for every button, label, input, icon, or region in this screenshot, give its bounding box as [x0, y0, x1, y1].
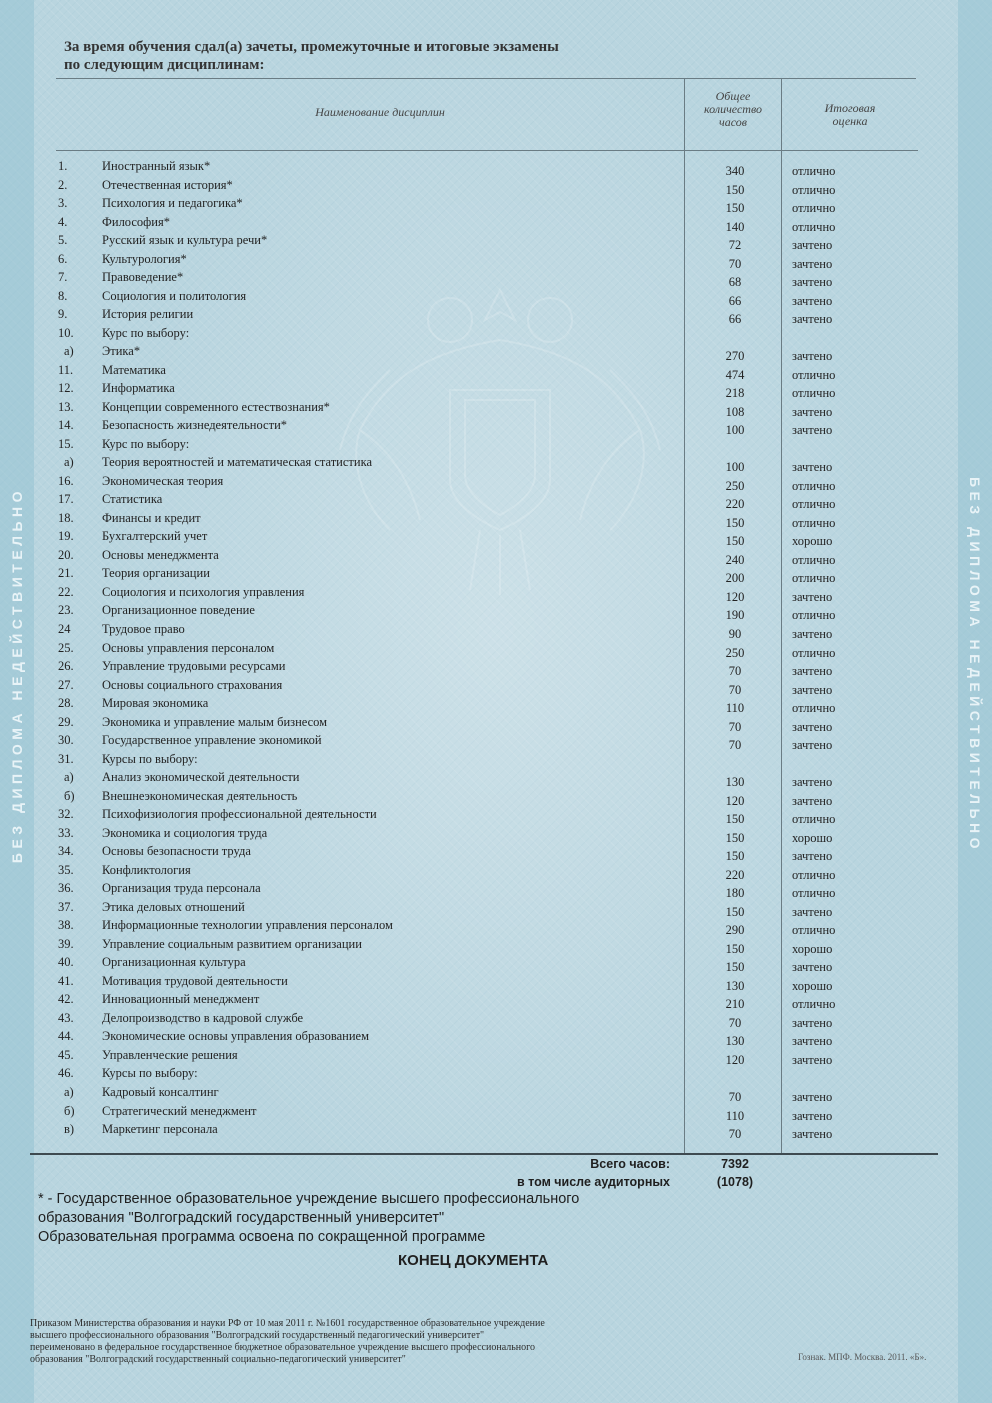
discipline-name: Курсы по выбору:: [102, 751, 198, 766]
table-row: [0, 361, 940, 382]
table-row: [0, 731, 940, 753]
table-row: [0, 472, 940, 493]
row-number: 46.: [58, 1066, 74, 1081]
discipline-grade: отлично: [792, 182, 836, 197]
row-number: 37.: [58, 899, 74, 914]
heading-line-2: по следующим дисциплинам:: [64, 57, 265, 73]
discipline-hours: 130: [725, 775, 745, 790]
discipline-hours: 66: [728, 312, 742, 327]
discipline-hours: 150: [725, 960, 745, 975]
discipline-grade: зачтено: [792, 1034, 833, 1049]
discipline-grade: отлично: [792, 997, 836, 1012]
discipline-hours: 68: [728, 275, 742, 290]
discipline-name: Правоведение*: [102, 270, 184, 285]
discipline-hours: 150: [725, 182, 745, 197]
discipline-grade: отлично: [792, 497, 836, 512]
discipline-name: Мировая экономика: [102, 696, 209, 711]
discipline-grade: отлично: [792, 219, 836, 234]
discipline-grade: отлично: [792, 367, 836, 382]
discipline-name: Трудовое право: [102, 622, 185, 636]
order-text-line-1: Приказом Министерства образования и науки РФ от 10 мая 2011 г. №1601 государственное образовательное учреждение: [30, 1318, 545, 1329]
table-row: [0, 657, 940, 679]
discipline-grade: отлично: [792, 923, 836, 938]
discipline-grade: отлично: [792, 201, 836, 216]
row-number: а): [64, 455, 74, 470]
table-row: [0, 787, 940, 808]
discipline-name: Русский язык и культура речи*: [102, 233, 268, 248]
discipline-hours: 72: [728, 238, 742, 253]
auditory-hours-value: (1078): [716, 1175, 754, 1189]
discipline-name: Психофизиология профессиональной деятельности: [102, 807, 377, 822]
discipline-hours: 120: [725, 1052, 745, 1067]
header-total-hours: [688, 90, 778, 129]
discipline-name: Этика деловых отношений: [102, 899, 245, 914]
discipline-grade: отлично: [792, 386, 836, 401]
discipline-name: Основы безопасности труда: [102, 844, 251, 859]
row-number: 35.: [58, 862, 74, 877]
discipline-grade: отлично: [792, 867, 836, 882]
row-number: 23.: [58, 603, 74, 618]
discipline-name: Управленческие решения: [102, 1047, 238, 1062]
row-number: 7.: [58, 270, 68, 285]
table-row: [0, 750, 940, 768]
discipline-hours: 70: [728, 738, 742, 753]
row-number: 18.: [58, 510, 74, 525]
table-row: [0, 324, 940, 342]
discipline-grade: отлично: [792, 608, 836, 623]
auditory-hours-label: в том числе аудиторных: [516, 1175, 670, 1189]
discipline-hours: 70: [728, 1015, 742, 1030]
table-row: [0, 416, 940, 438]
table-row: [0, 1083, 940, 1104]
discipline-name: Организационное поведение: [102, 603, 255, 618]
discipline-hours: 120: [725, 793, 745, 808]
table-row: [0, 842, 940, 864]
table-row: [0, 620, 940, 641]
row-number: 20.: [58, 547, 74, 562]
discipline-name: Курсы по выбору:: [102, 1066, 198, 1081]
row-number: 28.: [58, 696, 74, 711]
discipline-name: Информатика: [102, 381, 175, 396]
row-number: а): [64, 344, 74, 359]
row-number: 1.: [58, 159, 68, 173]
discipline-hours: 70: [728, 719, 742, 734]
heading-line-1: За время обучения сдал(а) зачеты, промежуточные и итоговые экзамены: [64, 39, 559, 55]
discipline-grade: отлично: [792, 515, 836, 530]
discipline-hours: 70: [728, 1090, 742, 1104]
table-row: [0, 546, 940, 567]
discipline-name: Финансы и кредит: [102, 510, 201, 525]
row-number: 36.: [58, 881, 74, 896]
discipline-name: Иностранный язык*: [102, 159, 211, 173]
discipline-hours: 150: [725, 201, 745, 216]
discipline-grade: отлично: [792, 645, 836, 660]
table-row: [0, 398, 940, 419]
discipline-name: Инновационный менеджмент: [102, 992, 260, 1007]
table-row: [0, 213, 940, 234]
table-bottom-rule: [30, 1153, 938, 1155]
row-number: 42.: [58, 992, 74, 1007]
row-number: 11.: [58, 362, 74, 377]
discipline-grade: зачтено: [792, 793, 833, 808]
row-number: 32.: [58, 807, 74, 822]
discipline-name: Кадровый консалтинг: [102, 1085, 219, 1099]
table-row: [0, 935, 940, 956]
row-number: 29.: [58, 714, 74, 729]
row-number: в): [64, 1122, 75, 1137]
table-header-rule: [56, 150, 918, 151]
discipline-hours: 70: [728, 682, 742, 697]
discipline-grade: зачтено: [792, 775, 833, 790]
header-hours-line-3: часов: [719, 115, 747, 129]
row-number: 16.: [58, 473, 74, 488]
printer-imprint: Гознак. МПФ. Москва. 2011. «Б».: [798, 1352, 927, 1362]
row-number: 13.: [58, 399, 74, 414]
header-hours-line-1: Общее: [715, 89, 751, 103]
header-discipline-name: Наименование дисциплин: [315, 105, 445, 119]
discipline-grade: зачтено: [792, 275, 833, 290]
table-row: [0, 583, 940, 604]
discipline-grade: зачтено: [792, 1090, 833, 1104]
discipline-hours: 130: [725, 978, 745, 993]
discipline-name: Внешнеэкономическая деятельность: [102, 788, 298, 803]
row-number: 24: [58, 622, 71, 636]
discipline-grade: зачтено: [792, 256, 833, 271]
discipline-name: История религии: [102, 307, 194, 322]
discipline-hours: 220: [725, 497, 745, 512]
discipline-grade: зачтено: [792, 904, 833, 919]
table-row: [0, 453, 940, 475]
discipline-name: Математика: [102, 362, 166, 377]
discipline-name: Культурология*: [102, 251, 187, 266]
discipline-name: Концепции современного естествознания*: [102, 399, 330, 414]
row-number: 17.: [58, 492, 74, 507]
footnote-line-3: Образовательная программа освоена по сокращенной программе: [38, 1229, 486, 1245]
discipline-grade: зачтено: [792, 960, 833, 975]
discipline-grade: зачтено: [792, 719, 833, 734]
discipline-hours: 90: [728, 627, 742, 641]
discipline-name: Организация труда персонала: [102, 881, 261, 896]
table-row: [0, 1046, 940, 1067]
discipline-hours: 100: [725, 460, 745, 475]
table-row: [0, 879, 940, 901]
discipline-grade: зачтено: [792, 682, 833, 697]
table-row: [0, 231, 940, 253]
row-number: 19.: [58, 529, 74, 544]
table-row: [0, 990, 940, 1012]
discipline-name: Философия*: [102, 214, 170, 229]
table-row: [0, 157, 940, 178]
row-number: 5.: [58, 233, 68, 248]
discipline-name: Государственное управление экономикой: [102, 733, 322, 748]
discipline-hours: 100: [725, 423, 745, 438]
table-row: [0, 898, 940, 919]
discipline-hours: 70: [728, 1127, 742, 1142]
discipline-grade: зачтено: [792, 1127, 833, 1142]
discipline-name: Курс по выбору:: [102, 325, 190, 340]
table-row: [0, 916, 940, 938]
discipline-grade: зачтено: [792, 238, 833, 253]
table-row: [0, 601, 940, 623]
discipline-name: Социология и политология: [102, 288, 247, 303]
row-number: 41.: [58, 973, 74, 988]
discipline-name: Экономическая теория: [102, 473, 224, 488]
discipline-hours: 150: [725, 904, 745, 919]
row-number: 25.: [58, 640, 74, 655]
discipline-hours: 130: [725, 1034, 745, 1049]
discipline-grade: зачтено: [792, 404, 833, 419]
discipline-hours: 70: [728, 664, 742, 679]
header-hours-line-2: количество: [703, 102, 763, 116]
row-number: 39.: [58, 936, 74, 951]
row-number: 9.: [58, 307, 68, 322]
table-row: [0, 435, 940, 453]
table-row: [0, 176, 940, 197]
document-end-marker: КОНЕЦ ДОКУМЕНТА: [398, 1252, 549, 1269]
table-row: [0, 287, 940, 308]
discipline-grade: зачтено: [792, 627, 833, 641]
discipline-grade: хорошо: [792, 534, 833, 549]
discipline-name: Управление трудовыми ресурсами: [102, 659, 286, 674]
discipline-hours: 150: [725, 812, 745, 827]
table-row: [0, 713, 940, 734]
table-row: [0, 342, 940, 364]
discipline-name: Курс по выбору:: [102, 436, 190, 451]
discipline-grade: зачтено: [792, 738, 833, 753]
discipline-grade: хорошо: [792, 941, 833, 956]
discipline-hours: 150: [725, 534, 745, 549]
discipline-grade: зачтено: [792, 1108, 833, 1123]
row-number: 26.: [58, 659, 74, 674]
row-number: 27.: [58, 677, 74, 692]
discipline-grade: хорошо: [792, 978, 833, 993]
discipline-hours: 190: [725, 608, 745, 623]
discipline-hours: 270: [725, 349, 745, 364]
table-row: [0, 1027, 940, 1049]
discipline-name: Стратегический менеджмент: [102, 1103, 257, 1118]
row-number: 10.: [58, 325, 74, 340]
order-text-line-2: высшего профессионального образования "Волгоградский государственный педагогический университет": [30, 1330, 485, 1341]
discipline-name: Теория вероятностей и математическая статистика: [102, 455, 372, 470]
left-margin-text: БЕЗ ДИПЛОМА НЕДЕЙСТВИТЕЛЬНО: [9, 486, 25, 864]
discipline-name: Этика*: [102, 344, 141, 359]
row-number: 38.: [58, 918, 74, 933]
row-number: 4.: [58, 214, 68, 229]
discipline-hours: 150: [725, 830, 745, 845]
discipline-name: Основы управления персоналом: [102, 640, 275, 655]
discipline-hours: 150: [725, 849, 745, 864]
discipline-hours: 140: [725, 219, 745, 234]
row-number: а): [64, 770, 74, 785]
row-number: 21.: [58, 566, 74, 581]
discipline-name: Психология и педагогика*: [102, 196, 243, 211]
table-row: [0, 768, 940, 790]
table-row: [0, 861, 940, 882]
discipline-hours: 200: [725, 571, 745, 586]
row-number: 44.: [58, 1029, 74, 1044]
row-number: 31.: [58, 751, 74, 766]
row-number: 8.: [58, 288, 68, 303]
discipline-grade: зачтено: [792, 1015, 833, 1030]
table-row: [0, 564, 940, 586]
table-row: [0, 676, 940, 697]
discipline-hours: 218: [725, 386, 745, 401]
discipline-hours: 110: [725, 701, 745, 716]
discipline-hours: 120: [725, 589, 745, 604]
discipline-name: Мотивация трудовой деятельности: [102, 973, 288, 988]
table-row: [0, 824, 940, 845]
discipline-hours: 250: [725, 645, 745, 660]
discipline-hours: 70: [728, 256, 742, 271]
discipline-grade: отлично: [792, 164, 836, 178]
discipline-hours: 290: [725, 923, 745, 938]
row-number: 34.: [58, 844, 74, 859]
table-row: [0, 268, 940, 290]
table-row: [0, 1102, 940, 1123]
row-number: 12.: [58, 381, 74, 396]
right-margin-text: БЕЗ ДИПЛОМА НЕДЕЙСТВИТЕЛЬНО: [967, 476, 983, 854]
discipline-grade: зачтено: [792, 849, 833, 864]
discipline-name: Социология и психология управления: [102, 584, 305, 599]
discipline-name: Конфликтология: [102, 862, 191, 877]
row-number: а): [64, 1085, 74, 1099]
discipline-name: Управление социальным развитием организации: [102, 936, 362, 951]
discipline-grade: отлично: [792, 478, 836, 493]
discipline-name: Анализ экономической деятельности: [102, 770, 300, 785]
header-final-grade: [790, 102, 910, 128]
table-row: [0, 379, 940, 401]
header-grade-line-1: Итоговая: [824, 101, 876, 115]
discipline-grade: зачтено: [792, 423, 833, 438]
total-hours-value: 7392: [721, 1157, 749, 1171]
row-number: 33.: [58, 825, 74, 840]
discipline-name: Основы социального страхования: [102, 677, 283, 692]
discipline-grade: отлично: [792, 886, 836, 901]
table-row: [0, 805, 940, 827]
discipline-grade: зачтено: [792, 312, 833, 327]
discipline-hours: 250: [725, 478, 745, 493]
discipline-hours: 108: [725, 404, 745, 419]
order-text-line-3: переименовано в федеральное государственное бюджетное образовательное учреждение высшего профессионального: [30, 1342, 535, 1353]
header-grade-line-2: оценка: [832, 114, 868, 128]
discipline-grade: хорошо: [792, 830, 833, 845]
discipline-hours: 66: [728, 293, 742, 308]
discipline-grade: зачтено: [792, 460, 833, 475]
order-text-line-4: образования "Волгоградский государственный социально-педагогический университет": [30, 1354, 406, 1365]
table-row: [0, 639, 940, 660]
table-top-rule: [56, 78, 916, 79]
row-number: 45.: [58, 1047, 74, 1062]
discipline-grade: отлично: [792, 571, 836, 586]
table-row: [0, 1009, 940, 1030]
discipline-name: Экономика и социология труда: [102, 825, 268, 840]
discipline-name: Организационная культура: [102, 955, 246, 970]
row-number: 15.: [58, 436, 74, 451]
discipline-hours: 150: [725, 515, 745, 530]
discipline-name: Информационные технологии управления персоналом: [102, 918, 393, 933]
table-row: [0, 509, 940, 530]
row-number: б): [64, 1103, 75, 1118]
discipline-name: Безопасность жизнедеятельности*: [102, 418, 288, 433]
discipline-name: Экономические основы управления образованием: [102, 1029, 370, 1044]
row-number: 14.: [58, 418, 74, 433]
table-row: [0, 953, 940, 975]
discipline-hours: 110: [725, 1108, 745, 1123]
row-number: б): [64, 788, 75, 803]
row-number: 30.: [58, 733, 74, 748]
discipline-name: Теория организации: [102, 566, 210, 581]
discipline-grade: зачтено: [792, 664, 833, 679]
discipline-name: Маркетинг персонала: [102, 1122, 218, 1137]
table-row: [0, 1064, 940, 1082]
row-number: 3.: [58, 196, 68, 211]
total-hours-label: Всего часов:: [590, 1157, 670, 1171]
discipline-grade: отлично: [792, 812, 836, 827]
discipline-name: Статистика: [102, 492, 163, 507]
discipline-hours: 180: [725, 886, 745, 901]
table-row: [0, 972, 940, 993]
table-row: [0, 194, 940, 216]
discipline-name: Основы менеджмента: [102, 547, 219, 562]
row-number: 2.: [58, 177, 68, 192]
discipline-name: Делопроизводство в кадровой службе: [102, 1010, 304, 1025]
discipline-grade: зачтено: [792, 349, 833, 364]
footnote-line-1: * - Государственное образовательное учреждение высшего профессионального: [38, 1191, 580, 1207]
table-row: [0, 694, 940, 716]
discipline-grade: зачтено: [792, 1052, 833, 1067]
table-row: [0, 1120, 940, 1142]
row-number: 40.: [58, 955, 74, 970]
discipline-name: Отечественная история*: [102, 177, 233, 192]
table-row: [0, 305, 940, 327]
table-row: [0, 490, 940, 512]
discipline-grade: зачтено: [792, 293, 833, 308]
row-number: 43.: [58, 1010, 74, 1025]
discipline-hours: 210: [725, 997, 745, 1012]
footnote-line-2: образования "Волгоградский государственный университет": [38, 1210, 445, 1226]
row-number: 22.: [58, 584, 74, 599]
table-row: [0, 250, 940, 271]
discipline-hours: 150: [725, 941, 745, 956]
table-row: [0, 527, 940, 549]
page-heading: [64, 38, 559, 74]
discipline-hours: 220: [725, 867, 745, 882]
discipline-hours: 240: [725, 552, 745, 567]
row-number: 6.: [58, 251, 68, 266]
discipline-hours: 340: [725, 164, 745, 178]
discipline-name: Экономика и управление малым бизнесом: [102, 714, 328, 729]
discipline-grade: зачтено: [792, 589, 833, 604]
discipline-grade: отлично: [792, 552, 836, 567]
discipline-name: Бухгалтерский учет: [102, 529, 208, 544]
discipline-hours: 474: [725, 367, 745, 382]
discipline-grade: отлично: [792, 701, 836, 716]
